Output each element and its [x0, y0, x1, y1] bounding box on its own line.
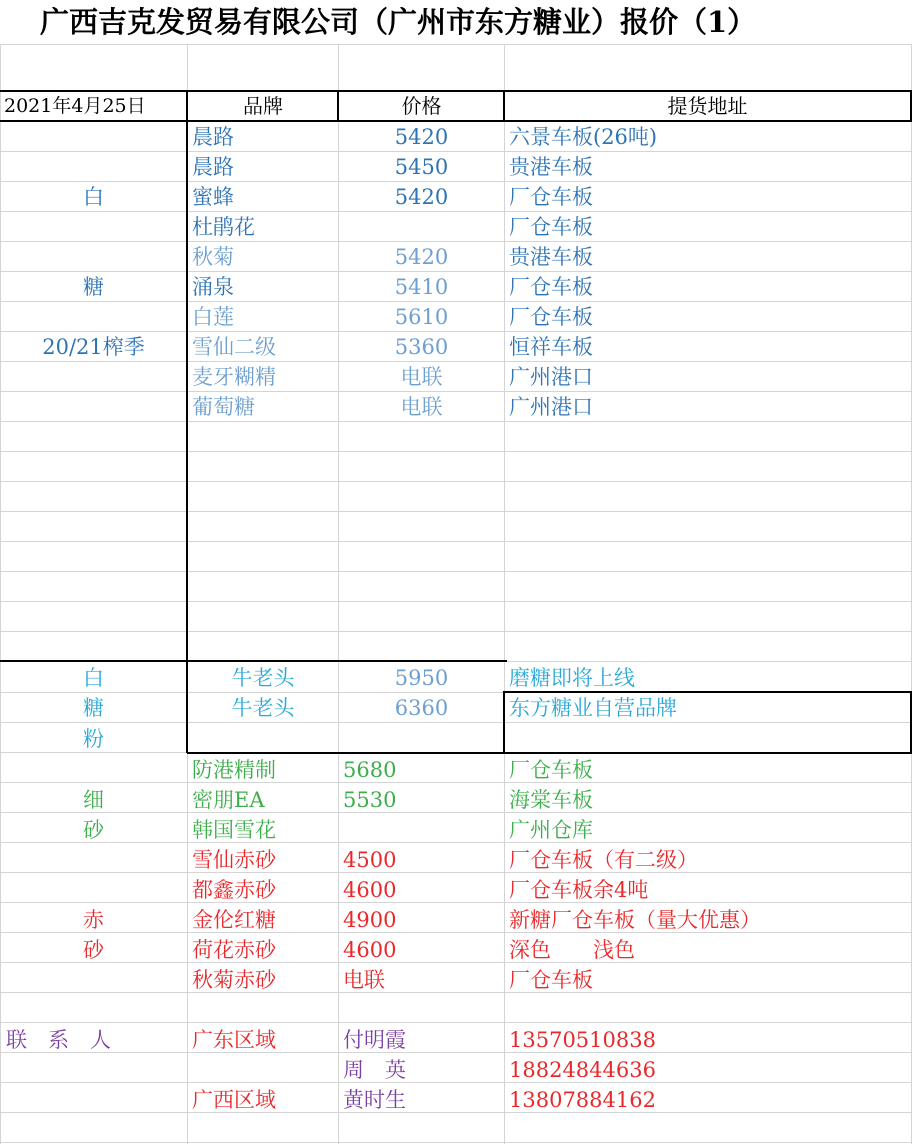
section-label-white-1: 白 [83, 185, 104, 209]
price-cell: 4900 [343, 908, 397, 932]
price-cell: 电联 [400, 365, 443, 389]
brand-cell: 都鑫赤砂 [192, 878, 276, 902]
cell-border [0, 660, 187, 662]
contact-name: 周 英 [343, 1058, 406, 1082]
price-cell: 6360 [394, 696, 449, 720]
address-cell: 海棠车板 [509, 788, 593, 812]
cell-border [187, 660, 507, 662]
brand-cell: 金伦红糖 [192, 908, 276, 932]
price-cell [343, 815, 503, 845]
grid-row-line [0, 1142, 912, 1143]
address-cell: 厂仓车板（有二级） [509, 848, 698, 872]
contact-name: 黄时生 [343, 1088, 406, 1112]
grid-column-line [504, 44, 505, 1144]
price-cell: 电联 [343, 968, 385, 992]
section-label-red-1: 赤 [83, 908, 104, 932]
brand-cell: 荷花赤砂 [192, 938, 276, 962]
price-cell: 5950 [394, 666, 449, 690]
price-cell: 4500 [343, 848, 397, 872]
brand-cell: 防港精制 [192, 758, 276, 782]
grid-row-line [0, 631, 912, 632]
address-cell: 新糖厂仓车板（量大优惠） [509, 908, 761, 932]
brand-cell: 密朋EA [192, 788, 265, 812]
contact-phone: 13570510838 [509, 1028, 656, 1052]
contact-region: 广西区域 [192, 1088, 276, 1112]
grid-row-line [0, 571, 912, 572]
brand-cell: 雪仙二级 [192, 335, 276, 359]
address-cell: 广州港口 [509, 395, 593, 419]
grid-row-line [0, 44, 912, 45]
address-cell: 厂仓车板 [509, 185, 593, 209]
price-cell: 5530 [343, 788, 397, 812]
price-cell: 5610 [394, 305, 449, 329]
address-cell: 厂仓车板 [509, 275, 593, 299]
grid-row-line [0, 481, 912, 482]
section-label-fine-1: 细 [83, 788, 104, 812]
grid-row-line [0, 511, 912, 512]
price-cell: 5410 [394, 275, 449, 299]
address-cell: 深色 浅色 [509, 938, 635, 962]
contact-region [192, 1055, 337, 1085]
address-cell: 贵港车板 [509, 245, 593, 269]
brand-cell: 蜜蜂 [192, 185, 234, 209]
section-label-powder-1: 白 [83, 666, 104, 690]
price-cell: 5360 [394, 335, 449, 359]
price-cell [339, 212, 504, 242]
brand-cell: 晨路 [192, 155, 234, 179]
contact-region: 广东区域 [192, 1028, 276, 1052]
section-label-red-2: 砂 [83, 938, 104, 962]
contact-phone: 18824844636 [509, 1058, 656, 1082]
brand-cell: 白莲 [192, 305, 234, 329]
address-cell: 贵港车板 [509, 155, 593, 179]
price-cell: 电联 [400, 395, 443, 419]
grid-row-line [0, 541, 912, 542]
section-label-white-2: 糖 [83, 275, 104, 299]
price-cell: 4600 [343, 878, 397, 902]
grid-row-line [0, 1022, 912, 1023]
address-cell: 广州港口 [509, 365, 593, 389]
brand-cell: 牛老头 [231, 666, 295, 690]
price-cell: 5420 [394, 245, 449, 269]
address-cell: 磨糖即将上线 [509, 666, 635, 690]
grid-row-line [0, 601, 912, 602]
brand-cell: 葡萄糖 [192, 395, 255, 419]
section-label-fine-2: 砂 [83, 818, 104, 842]
brand-cell: 牛老头 [231, 696, 295, 720]
section-label-powder-2: 糖 [83, 696, 104, 720]
header-address: 提货地址 [667, 94, 748, 118]
address-cell: 厂仓车板 [509, 968, 593, 992]
brand-cell: 杜鹃花 [192, 215, 255, 239]
address-cell: 厂仓车板余4吨 [509, 878, 649, 902]
grid-row-line [0, 451, 912, 452]
cell-border [187, 752, 507, 754]
contact-label: 联 系 人 [6, 1028, 111, 1052]
contact-phone: 13807884162 [509, 1088, 656, 1112]
address-cell: 六景车板(26吨) [509, 125, 658, 149]
section-label-powder-3: 粉 [83, 727, 104, 751]
address-cell: 东方糖业自营品牌 [509, 696, 677, 720]
price-cell: 4600 [343, 938, 397, 962]
header-date: 2021年4月25日 [4, 95, 146, 117]
brand-cell: 韩国雪花 [192, 818, 276, 842]
brand-cell: 晨路 [192, 125, 234, 149]
brand-cell: 秋菊赤砂 [192, 968, 276, 992]
header-price: 价格 [401, 94, 442, 118]
address-cell: 恒祥车板 [509, 335, 593, 359]
address-cell: 厂仓车板 [509, 305, 593, 329]
price-cell: 5680 [343, 758, 397, 782]
price-cell: 5420 [394, 125, 449, 149]
header-brand: 品牌 [243, 94, 283, 118]
contact-name: 付明霞 [343, 1028, 406, 1052]
price-cell: 5420 [394, 185, 449, 209]
brand-cell: 雪仙赤砂 [192, 848, 276, 872]
price-cell: 5450 [394, 155, 449, 179]
page-title: 广西吉克发贸易有限公司（广州市东方糖业）报价（1） [40, 5, 757, 39]
address-cell: 厂仓车板 [509, 758, 593, 782]
brand-cell: 涌泉 [192, 275, 234, 299]
address-cell: 厂仓车板 [509, 215, 593, 239]
address-cell: 广州仓库 [509, 818, 593, 842]
section-label-white-3: 20/21榨季 [42, 335, 145, 359]
cell-border [504, 752, 912, 754]
brand-cell: 麦牙糊精 [192, 365, 276, 389]
brand-cell: 秋菊 [192, 245, 234, 269]
